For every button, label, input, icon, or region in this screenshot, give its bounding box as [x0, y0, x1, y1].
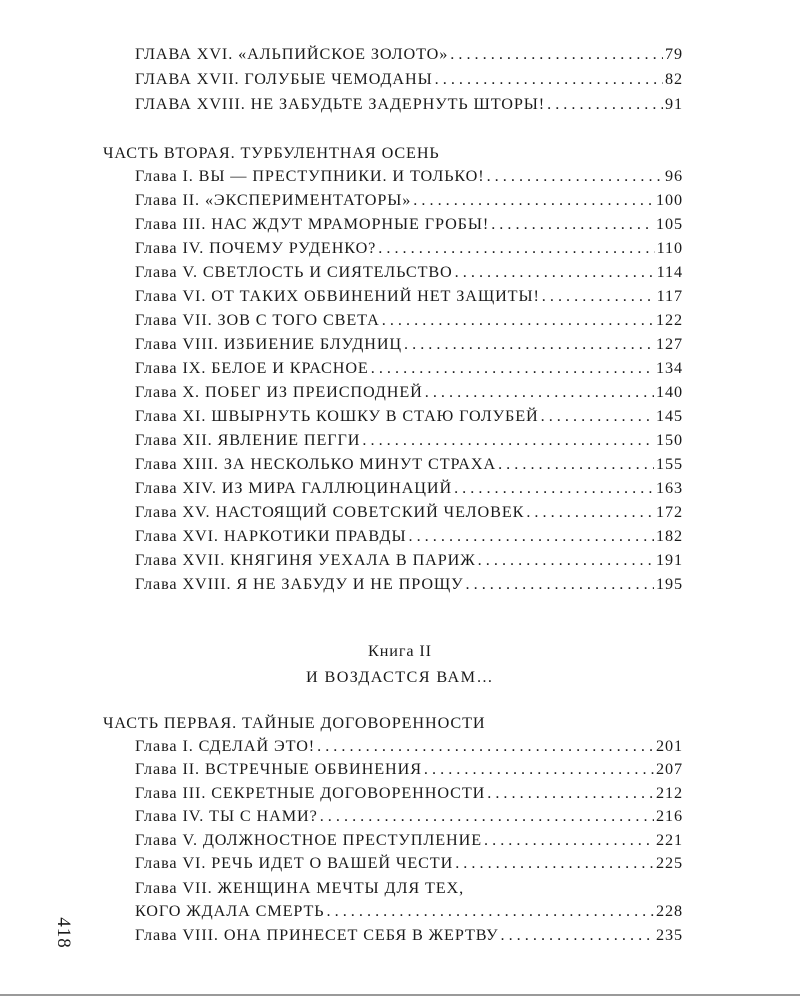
toc-entry-label: Глава I. СДЕЛАЙ ЭТО! [135, 737, 316, 755]
toc-entry-label: Глава X. ПОБЕГ ИЗ ПРЕИСПОДНЕЙ [135, 383, 423, 401]
toc-leader-dots [547, 95, 663, 114]
toc-entry-page: 228 [656, 902, 683, 920]
toc-entry-page: 91 [665, 95, 683, 113]
toc-entry-label: Глава VII. ЗОВ С ТОГО СВЕТА [135, 311, 380, 329]
toc-entry-page: 114 [656, 263, 683, 281]
toc-entry [135, 479, 683, 503]
toc-entry [135, 807, 683, 831]
toc-entry-label: Глава V. ДОЛЖНОСТНОЕ ПРЕСТУПЛЕНИЕ [135, 830, 482, 849]
toc-leader-dots [526, 503, 654, 522]
toc-entry [135, 287, 683, 311]
toc-leader-dots [541, 407, 654, 426]
book-title: И ВОЗДАСТСЯ ВАМ… [305, 668, 495, 686]
toc-entry-label: Глава III. НАС ЖДУТ МРАМОРНЫЕ ГРОБЫ! [135, 215, 490, 233]
toc-entry [135, 239, 683, 263]
toc-entry-page: 134 [656, 359, 683, 377]
toc-leader-dots [327, 902, 655, 921]
toc-entry [135, 167, 683, 191]
toc-entry-page: 79 [665, 45, 683, 63]
part-one-heading: ЧАСТЬ ПЕРВАЯ. ТАЙНЫЕ ДОГОВОРЕННОСТИ [103, 714, 486, 732]
toc-entry [135, 831, 683, 855]
toc-entry-page: 110 [656, 239, 683, 257]
toc-entry-page: 145 [656, 407, 683, 425]
toc-leader-dots [455, 263, 655, 282]
toc-entry [135, 737, 683, 761]
toc-leader-dots [435, 70, 663, 89]
toc-entry [135, 45, 683, 69]
toc-entry-label: Глава XVII. КНЯГИНЯ УЕХАЛА В ПАРИЖ [135, 551, 476, 569]
toc-entry-page: 117 [656, 287, 683, 305]
toc-entry [135, 784, 683, 808]
toc-leader-dots [371, 359, 654, 378]
toc-leader-dots [478, 551, 654, 570]
toc-entry-label: Глава XV. НАСТОЯЩИЙ СОВЕТСКИЙ ЧЕЛОВЕК [135, 503, 525, 521]
toc-entry-page: 155 [656, 455, 683, 473]
toc-entry-page: 207 [656, 760, 683, 779]
toc-entry-page: 201 [656, 737, 683, 755]
toc-entry-label: Глава VI. ОТ ТАКИХ ОБВИНЕНИЙ НЕТ ЗАЩИТЫ! [135, 287, 540, 305]
toc-entry-label: Глава V. СВЕТЛОСТЬ И СИЯТЕЛЬСТВО [135, 263, 453, 281]
toc-entry [135, 215, 683, 239]
page-bottom-edge [0, 994, 800, 996]
toc-leader-dots [320, 807, 654, 826]
toc-entry-page: 212 [656, 783, 683, 802]
toc-entry-label: Глава VI. РЕЧЬ ИДЕТ О ВАШЕЙ ЧЕСТИ [135, 854, 454, 872]
toc-entry-label: Глава IX. БЕЛОЕ И КРАСНОЕ [135, 359, 369, 377]
toc-entry-label: Глава XIII. ЗА НЕСКОЛЬКО МИНУТ СТРАХА [135, 455, 497, 473]
toc-leader-dots [542, 287, 655, 306]
toc-entry-label: ГЛАВА XVII. ГОЛУБЫЕ ЧЕМОДАНЫ [135, 70, 433, 88]
toc-entry [135, 191, 683, 215]
toc-entry-label: Глава VIII. ИЗБИЕНИЕ БЛУДНИЦ [135, 335, 403, 353]
toc-leader-dots [362, 431, 654, 450]
toc-entry [135, 263, 683, 287]
toc-leader-dots [500, 926, 654, 945]
toc-entry-page: 172 [656, 503, 683, 521]
toc-entry [135, 527, 683, 551]
toc-entry-label: ГЛАВА XVIII. НЕ ЗАБУДЬТЕ ЗАДЕРНУТЬ ШТОРЫ! [135, 95, 546, 113]
toc-entry [135, 311, 683, 335]
toc-entry [135, 926, 683, 950]
toc-leader-dots [425, 383, 654, 402]
toc-entry-page: 82 [665, 70, 683, 88]
toc-entry [135, 70, 683, 94]
toc-entry-multiline-second [135, 902, 683, 926]
toc-entry-page: 235 [656, 926, 683, 944]
toc-entry-label: Глава VIII. ОНА ПРИНЕСЕТ СЕБЯ В ЖЕРТВУ [135, 926, 499, 944]
toc-entry-page: 96 [665, 167, 683, 185]
toc-entry-label: ГЛАВА XVI. «АЛЬПИЙСКОЕ ЗОЛОТО» [135, 45, 449, 63]
toc-entry-page: 150 [656, 431, 683, 449]
toc-entry-label: Глава II. ВСТРЕЧНЫЕ ОБВИНЕНИЯ [135, 760, 422, 779]
book-label: Книга II [368, 642, 432, 660]
toc-leader-dots [408, 527, 654, 546]
toc-entry-label: Глава I. ВЫ — ПРЕСТУПНИКИ. И ТОЛЬКО! [135, 167, 485, 185]
toc-entry-label: Глава IV. ТЫ С НАМИ? [135, 807, 318, 826]
toc-leader-dots [378, 239, 654, 258]
toc-leader-dots [491, 215, 654, 234]
toc-leader-dots [484, 831, 654, 850]
page-number: 418 [52, 917, 74, 949]
toc-entry-page: 225 [656, 854, 683, 872]
toc-entry-label: Глава XVI. НАРКОТИКИ ПРАВДЫ [135, 527, 407, 545]
toc-leader-dots [424, 760, 654, 779]
toc-entry [135, 407, 683, 431]
toc-leader-dots [413, 191, 654, 210]
toc-leader-dots [466, 575, 655, 594]
toc-entry-multiline-first: Глава VII. ЖЕНЩИНА МЕЧТЫ ДЛЯ ТЕХ, [135, 879, 465, 897]
toc-leader-dots [498, 455, 654, 474]
toc-leader-dots [317, 737, 654, 756]
toc-entry [135, 503, 683, 527]
toc-entry-page: 182 [656, 527, 683, 545]
toc-entry-page: 105 [656, 215, 683, 233]
toc-entry [135, 854, 683, 878]
toc-leader-dots [454, 479, 654, 498]
toc-entry-page: 140 [656, 383, 683, 401]
toc-leader-dots [382, 311, 654, 330]
toc-entry-page: 163 [656, 479, 683, 497]
toc-entry-page: 195 [656, 575, 683, 593]
toc-entry-page: 122 [656, 311, 683, 329]
toc-entry-label: Глава XVIII. Я НЕ ЗАБУДУ И НЕ ПРОЩУ [135, 575, 464, 593]
toc-leader-dots [455, 854, 654, 873]
toc-leader-dots [487, 784, 654, 803]
toc-entry-label: Глава XII. ЯВЛЕНИЕ ПЕГГИ [135, 431, 361, 449]
toc-entry-label: Глава XIV. ИЗ МИРА ГАЛЛЮЦИНАЦИЙ [135, 479, 453, 497]
toc-entry [135, 455, 683, 479]
toc-entry-page: 221 [656, 830, 683, 849]
toc-entry [135, 359, 683, 383]
toc-entry-page: 191 [656, 551, 683, 569]
toc-entry [135, 95, 683, 119]
toc-entry [135, 760, 683, 784]
toc-leader-dots [404, 335, 654, 354]
toc-entry [135, 431, 683, 455]
toc-entry [135, 575, 683, 599]
toc-entry [135, 383, 683, 407]
toc-entry-label: Глава XI. ШВЫРНУТЬ КОШКУ В СТАЮ ГОЛУБЕЙ [135, 407, 539, 425]
toc-entry-label: Глава II. «ЭКСПЕРИМЕНТАТОРЫ» [135, 191, 412, 209]
toc-entry-page: 216 [656, 807, 683, 826]
toc-entry-label: КОГО ЖДАЛА СМЕРТЬ [135, 902, 325, 920]
toc-leader-dots [487, 167, 663, 186]
toc-leader-dots [450, 45, 663, 64]
toc-entry [135, 335, 683, 359]
toc-entry-page: 100 [656, 191, 683, 209]
part-two-heading: ЧАСТЬ ВТОРАЯ. ТУРБУЛЕНТНАЯ ОСЕНЬ [103, 144, 440, 162]
toc-entry-page: 127 [656, 335, 683, 353]
toc-entry-label: Глава III. СЕКРЕТНЫЕ ДОГОВОРЕННОСТИ [135, 783, 486, 802]
toc-entry-label: Глава IV. ПОЧЕМУ РУДЕНКО? [135, 239, 377, 257]
toc-entry [135, 551, 683, 575]
